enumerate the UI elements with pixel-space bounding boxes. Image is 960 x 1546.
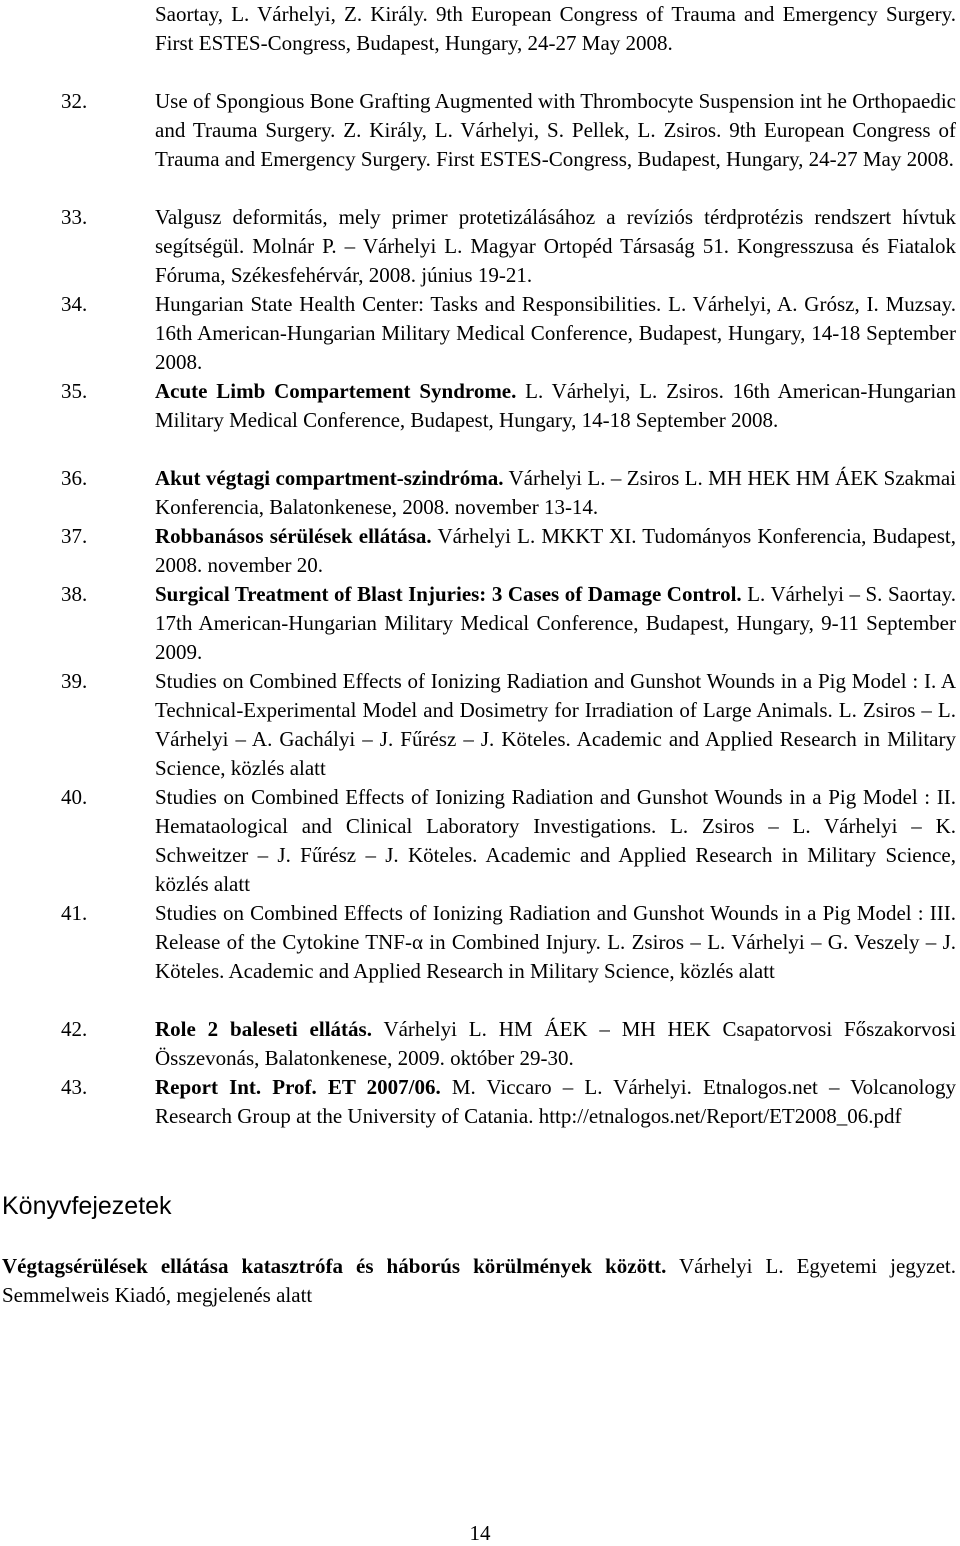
reference-title: Role 2 baleseti ellátás. — [155, 1017, 372, 1041]
reference-details: Valgusz deformitás, mely primer protetizálásához a revíziós térdprotézis rendszert hívtuk segítségül. Molnár P. – Várhelyi L. Magyar Ortopéd Társaság 51. Kongresszusa és Fiatalok Fóruma, Székesfehérvár, 2008. június 19-21. — [155, 205, 956, 287]
reference-text — [155, 290, 956, 377]
reference-title: Akut végtagi compartment-szindróma. — [155, 466, 504, 490]
reference-number: 34. — [61, 292, 88, 316]
reference-text — [155, 464, 956, 522]
reference-number: 35. — [61, 379, 88, 403]
reference-number: 39. — [61, 669, 88, 693]
reference-text — [155, 522, 956, 580]
reference-details: Várhelyi L. HM ÁEK – MH HEK Csapatorvosi Főszakorvosi Összevonás, Balatonkenese, 2009. október 29-30. — [155, 1017, 957, 1070]
reference-number: 41. — [61, 901, 88, 925]
reference-item — [0, 667, 960, 783]
reference-details: Studies on Combined Effects of Ionizing Radiation and Gunshot Wounds in a Pig Model : I. A Technical-Experimental Model and Dosimetry for Irradiation of Large Animals. L. Zsiros – L. Várhelyi – A. Gachályi – J. Fűrész – J. Köteles. Academic and Applied Research in Military Science, közlés alatt — [155, 669, 956, 780]
reference-number: 37. — [61, 524, 88, 548]
reference-continuation-text: Saortay, L. Várhelyi, Z. Király. 9th European Congress of Trauma and Emergency Surgery. First ESTES-Congress, Budapest, Hungary, 24-27 May 2008. — [155, 2, 956, 55]
reference-number: 38. — [61, 582, 88, 606]
reference-item — [0, 87, 960, 174]
reference-number: 33. — [61, 205, 88, 229]
section-heading: Könyvfejezetek — [2, 1192, 172, 1220]
book-chapter-title: Végtagsérülések ellátása katasztrófa és háborús körülmények között. — [2, 1254, 667, 1278]
reference-continuation — [155, 0, 956, 58]
reference-title: Surgical Treatment of Blast Injuries: 3 Cases of Damage Control. — [155, 582, 742, 606]
page-number: 14 — [469, 1521, 491, 1545]
book-chapter-entry — [2, 1252, 956, 1310]
reference-text — [155, 87, 956, 174]
reference-details: Studies on Combined Effects of Ionizing Radiation and Gunshot Wounds in a Pig Model : III. Release of the Cytokine TNF-α in Combined Injury. L. Zsiros – L. Várhelyi – G. Veszely – J. Köteles. Academic and Applied Research in Military Science, közlés alatt — [155, 901, 956, 983]
reference-text — [155, 203, 956, 290]
reference-number: 42. — [61, 1017, 88, 1041]
reference-details: Hungarian State Health Center: Tasks and Responsibilities. L. Várhelyi, A. Grósz, I. Muzsay. 16th American-Hungarian Military Medical Conference, Budapest, Hungary, 14-18 September 2008. — [155, 292, 956, 374]
reference-text — [155, 899, 956, 986]
reference-item — [0, 522, 960, 580]
reference-item — [0, 203, 960, 290]
reference-item — [0, 464, 960, 522]
reference-details: Use of Spongious Bone Grafting Augmented with Thrombocyte Suspension int he Orthopaedic and Trauma Surgery. Z. Király, L. Várhelyi, S. Pellek, L. Zsiros. 9th European Congress of Trauma and Emergency Surgery. First ESTES-Congress, Budapest, Hungary, 24-27 May 2008. — [155, 89, 956, 171]
reference-text — [155, 783, 956, 899]
reference-details: Várhelyi L. MKKT XI. Tudományos Konferencia, Budapest, 2008. november 20. — [155, 524, 956, 577]
reference-item — [0, 290, 960, 377]
reference-details: L. Várhelyi – S. Saortay. 17th American-Hungarian Military Medical Conference, Budapest, Hungary, 9-11 September 2009. — [155, 582, 956, 664]
reference-title: Robbanásos sérülések ellátása. — [155, 524, 432, 548]
reference-item — [0, 1015, 960, 1073]
reference-details: M. Viccaro – L. Várhelyi. Etnalogos.net – Volcanology Research Group at the University of Catania. http://etnalogos.net/Report/ET2008_06.pdf — [155, 1075, 956, 1128]
book-chapter-details: Várhelyi L. Egyetemi jegyzet. Semmelweis Kiadó, megjelenés alatt — [2, 1254, 956, 1307]
reference-title: Acute Limb Compartement Syndrome. — [155, 379, 517, 403]
reference-item — [0, 1073, 960, 1131]
reference-item — [0, 899, 960, 986]
reference-item — [0, 783, 960, 899]
reference-details: Studies on Combined Effects of Ionizing Radiation and Gunshot Wounds in a Pig Model : II. Hemataological and Clinical Laboratory Investigations. L. Zsiros – L. Várhelyi – K. Schweitzer – J. Fűrész – J. Köteles. Academic and Applied Research in Military Science, közlés alatt — [155, 785, 956, 896]
reference-details: L. Várhelyi, L. Zsiros. 16th American-Hungarian Military Medical Conference, Budapest, Hungary, 14-18 September 2008. — [155, 379, 957, 432]
reference-number: 36. — [61, 466, 88, 490]
reference-text — [155, 1073, 956, 1131]
reference-text — [155, 377, 956, 435]
reference-text — [155, 667, 956, 783]
reference-details: Várhelyi L. – Zsiros L. MH HEK HM ÁEK Szakmai Konferencia, Balatonkenese, 2008. november 13-14. — [155, 466, 956, 519]
reference-item — [0, 377, 960, 435]
reference-title: Report Int. Prof. ET 2007/06. — [155, 1075, 441, 1099]
reference-item — [0, 580, 960, 667]
reference-number: 32. — [61, 89, 88, 113]
reference-number: 40. — [61, 785, 88, 809]
reference-text — [155, 580, 956, 667]
reference-number: 43. — [61, 1075, 88, 1099]
reference-text — [155, 1015, 956, 1073]
